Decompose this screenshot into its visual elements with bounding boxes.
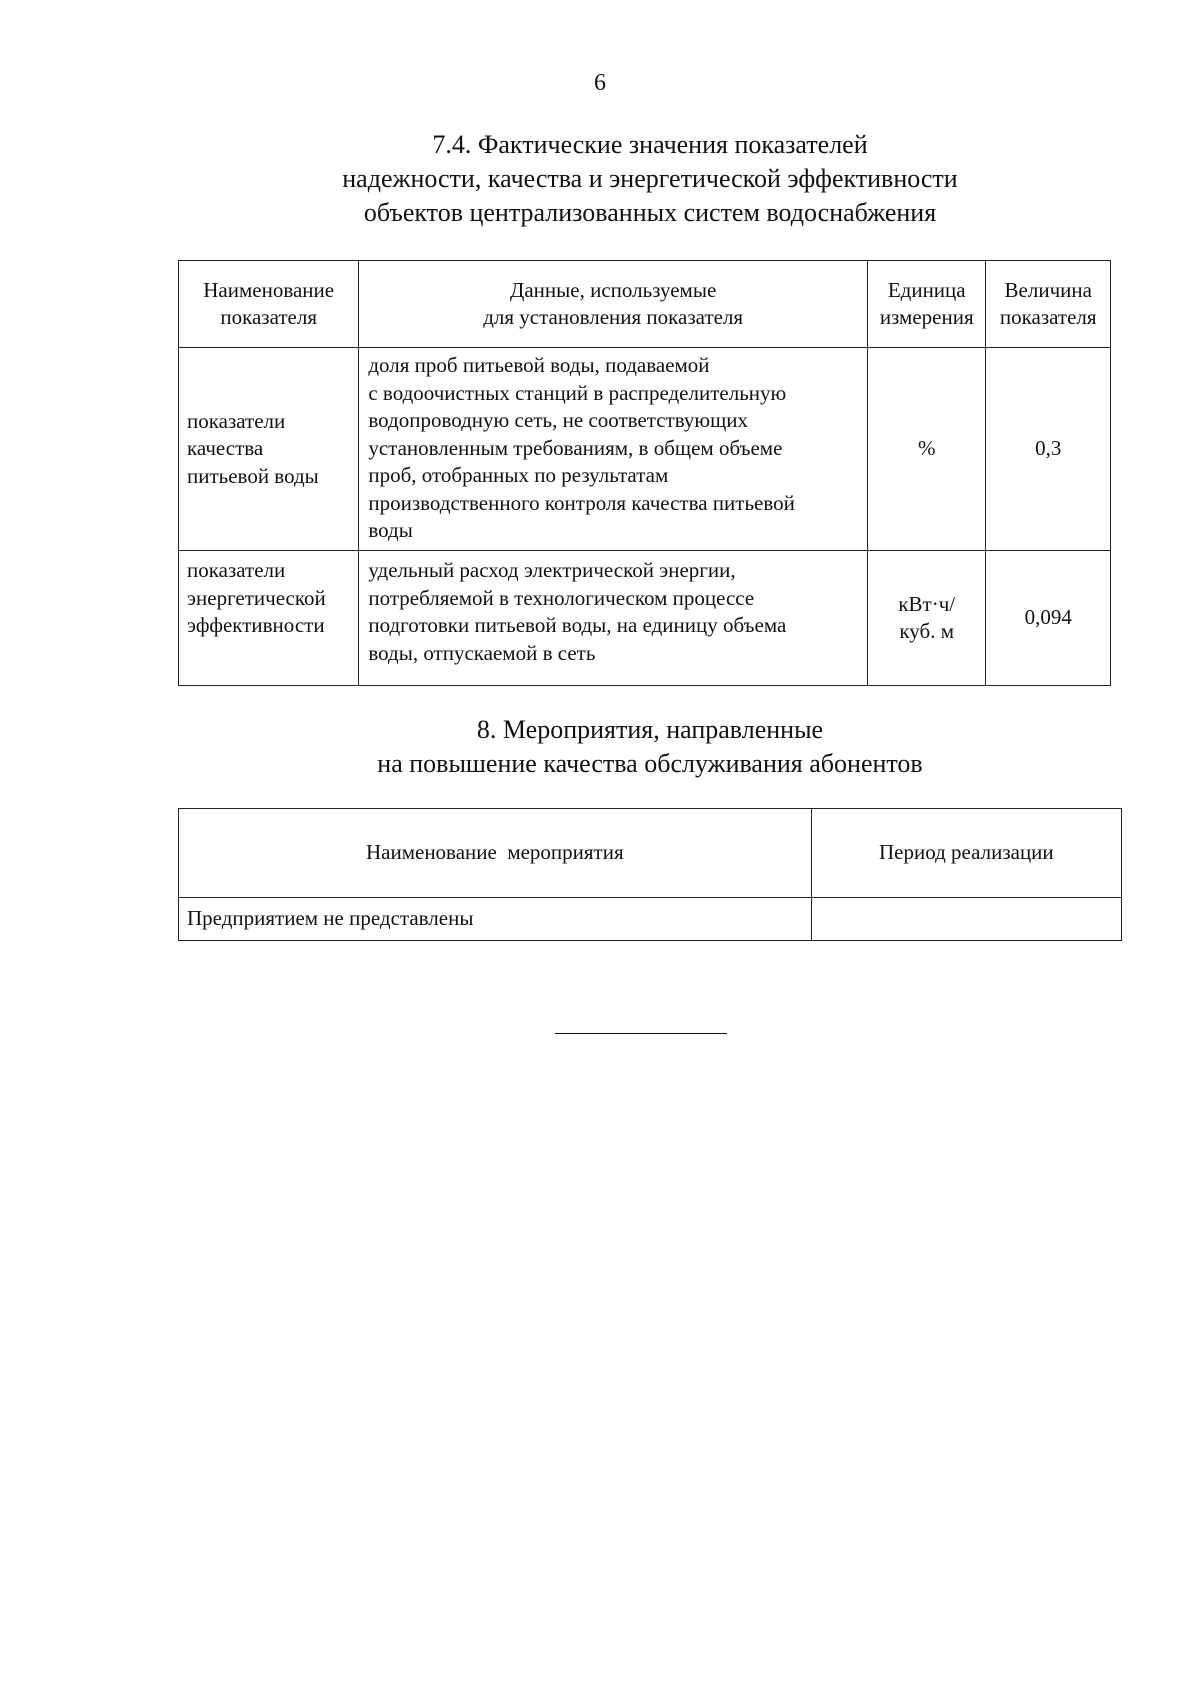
table-row xyxy=(179,348,1111,551)
cell-indicator-data: доля проб питьевой воды, подаваемой с водоочистных станций в распределительную водопроводную сеть, не соответствующих установленным требованиям, в общем объеме проб, отобранных по результатам производственного контроля качества питьевой воды xyxy=(359,348,868,551)
cell-indicator-data: удельный расход электрической энергии, потребляемой в технологическом процессе подготовки питьевой воды, на единицу объема воды, отпускаемой в сеть xyxy=(359,551,868,686)
cell-measure-name: Предприятием не представлены xyxy=(179,898,812,941)
cell-value: 0,3 xyxy=(986,348,1111,551)
table-row xyxy=(179,551,1111,686)
cell-indicator-name: показатели энергетической эффективности xyxy=(179,551,359,686)
title-line: 7.4. Фактические значения показателей xyxy=(432,130,868,159)
page-number: 6 xyxy=(594,70,606,96)
cell-indicator-name: показатели качества питьевой воды xyxy=(179,348,359,551)
header-name: Наименование показателя xyxy=(179,261,359,348)
header-unit: Единица измерения xyxy=(867,261,986,348)
header-value: Величина показателя xyxy=(986,261,1111,348)
table-row xyxy=(179,898,1122,941)
cell-period xyxy=(811,898,1121,941)
measures-table xyxy=(178,808,1122,941)
end-divider xyxy=(555,1033,727,1034)
header-measure-name: Наименование мероприятия xyxy=(179,809,812,898)
table-header-row xyxy=(179,261,1111,348)
table-header-row xyxy=(179,809,1122,898)
cell-unit: кВт·ч/ куб. м xyxy=(867,551,986,686)
section-8-title xyxy=(300,713,1000,781)
title-line: объектов централизованных систем водоснабжения xyxy=(363,198,937,227)
title-line: надежности, качества и энергетической эффективности xyxy=(342,164,958,193)
title-line: 8. Мероприятия, направленные xyxy=(476,715,824,744)
section-7-4-title xyxy=(300,128,1000,230)
header-data: Данные, используемые для установления показателя xyxy=(359,261,868,348)
title-line: на повышение качества обслуживания абонентов xyxy=(377,749,923,778)
cell-value: 0,094 xyxy=(986,551,1111,686)
header-period: Период реализации xyxy=(811,809,1121,898)
indicators-table xyxy=(178,260,1111,686)
cell-unit: % xyxy=(867,348,986,551)
